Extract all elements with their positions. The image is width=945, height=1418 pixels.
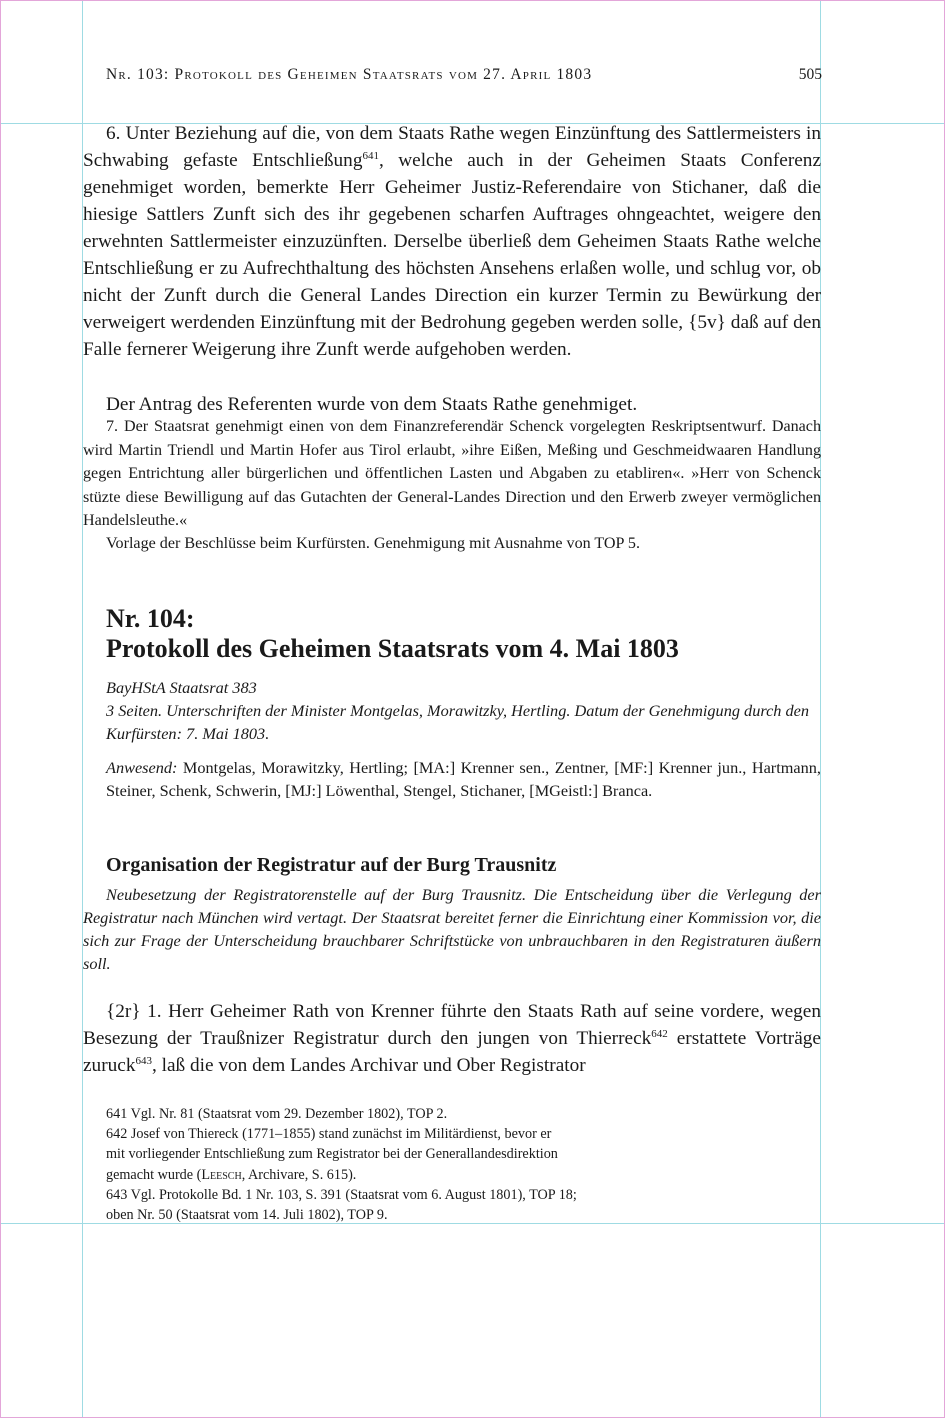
footnote-641: 641 Vgl. Nr. 81 (Staatsrat vom 29. Dezember 1802), TOP 2. — [106, 1106, 448, 1122]
paragraph-top-6 — [83, 120, 821, 363]
footnote-ref-643: 643 — [135, 1055, 152, 1067]
archive-source: BayHStA Staatsrat 383 — [106, 678, 257, 697]
page-edge-left — [0, 0, 1, 1418]
paragraph-top-7: 7. Der Staatsrat genehmigt einen von dem Finanzreferendär Schenck vorgelegten Reskriptsentwurf. Danach wird Martin Triendl und Martin Hofer aus Tirol erlaubt, »ihre Eißen, Meßing und Geschmeidwaaren Handlung gegen Entrichtung aller bürgerlichen und öffentlichen Lasten und Abgaben zu etabliren«. »Herr von Schenck stüzte diese Bewilligung auf das Gutachten der General-Landes Direction und den Erwerb zweyer vermöglichen Handelsleuthe.« — [83, 418, 821, 529]
footnote-642-line: 642 Josef von Thiereck (1771–1855) stand zunächst im Militärdienst, bevor er — [106, 1126, 552, 1143]
section-title: Organisation der Registratur auf der Burg Trausnitz — [106, 854, 557, 876]
attendance-list — [106, 756, 821, 802]
footnote-ref-642: 642 — [651, 1028, 668, 1040]
attendance-label: Anwesend: — [106, 758, 178, 777]
footnote-642-line: mit vorliegender Entschließung zum Registrator bei der Generallandesdirektion — [106, 1146, 558, 1163]
running-head: Nr. 103: Protokoll des Geheimen Staatsrats vom 27. April 1803 — [106, 66, 593, 83]
attendance-names: Montgelas, Morawitzky, Hertling; [MA:] Krenner sen., Zentner, [MF:] Krenner jun., Hartmann, Steiner, Schenk, Schwerin, [MJ:] Löwenthal, Stengel, Stichaner, [MGeistl:] Branca. — [106, 758, 821, 800]
text-run: , Archivare, S. 615). — [241, 1166, 357, 1183]
section-summary: Neubesetzung der Registratorenstelle auf der Burg Trausnitz. Die Entscheidung über die Verlegung der Registratur nach München wird vertagt. Der Staatsrat bereitet ferner die Einrichtung einer Kommission vor, die sich zur Frage der Unterscheidung brauchbarer Schriftstücke von unbrauchbaren in den Registraturen äußern soll. — [83, 885, 821, 973]
closing-note: Vorlage der Beschlüsse beim Kurfürsten. Genehmigung mit Ausnahme von TOP 5. — [106, 535, 640, 552]
footnote-642-line — [106, 1165, 706, 1185]
footnote-643-line: 643 Vgl. Protokolle Bd. 1 Nr. 103, S. 391 (Staatsrat vom 6. August 1801), TOP 18; — [106, 1186, 577, 1203]
text-run: gemacht wurde ( — [106, 1166, 202, 1183]
paragraph-top-1 — [83, 998, 821, 1079]
document-title — [106, 604, 679, 664]
footnotes — [106, 1104, 706, 1225]
decision-top-6: Der Antrag des Referenten wurde von dem Staats Rathe genehmiget. — [106, 394, 638, 415]
text-run: {2r} 1. Herr Geheimer Rath von Krenner führte den Staats Rath auf seine vordere, wegen Besezung der Traußnizer Registratur durch den jungen von Thierreck — [83, 1001, 821, 1049]
page-number: 505 — [798, 66, 822, 83]
footnote-ref-641: 641 — [362, 150, 379, 162]
page-edge-top — [0, 0, 945, 1]
text-run: , laß die von dem Landes Archivar und Ober Registrator — [151, 1055, 586, 1076]
document-number: Nr. 104: — [106, 604, 195, 633]
author-name: Leesch — [201, 1166, 242, 1183]
footnote-643-line: oben Nr. 50 (Staatsrat vom 14. Juli 1802), TOP 9. — [106, 1207, 388, 1224]
text-run: 6. Unter Beziehung auf die, von dem Staats Rathe wegen Einzünftung des Sattlermeisters in Schwabing gefaste Entschließung — [83, 123, 821, 171]
page-header — [106, 66, 822, 90]
document-heading: Protokoll des Geheimen Staatsrats vom 4. Mai 1803 — [106, 634, 679, 663]
text-run: erstattete Vorträge zuruck — [83, 1028, 821, 1076]
document-description: 3 Seiten. Unterschriften der Minister Montgelas, Morawitzky, Hertling. Datum der Genehmigung durch den Kurfürsten: 7. Mai 1803. — [106, 701, 810, 743]
text-run: , welche auch in der Geheimen Staats Conferenz genehmiget worden, bemerkte Herr Geheimer Justiz-Referendaire von Stichaner, daß die hiesige Sattlers Zunft sich des ihr gegebenen scharfen Auftrages ohngeachtet, weigere den erwehnten Sattlermeister einzuzünften. Derselbe überließ dem Geheimen Staats Rathe welche Entschließung er zu Aufrechthaltung des höchsten Ansehens erlaßen wolle, und schlug vor, ob nicht der Zunft durch die General Landes Direction ein kurzer Termin zu Bewürkung der verweigert werdenden Einzünftung mit der Bedrohung gegeben werden solle, {5v} daß auf den Falle fernerer Weigerung ihre Zunft werde aufgehoben werden. — [83, 150, 822, 360]
